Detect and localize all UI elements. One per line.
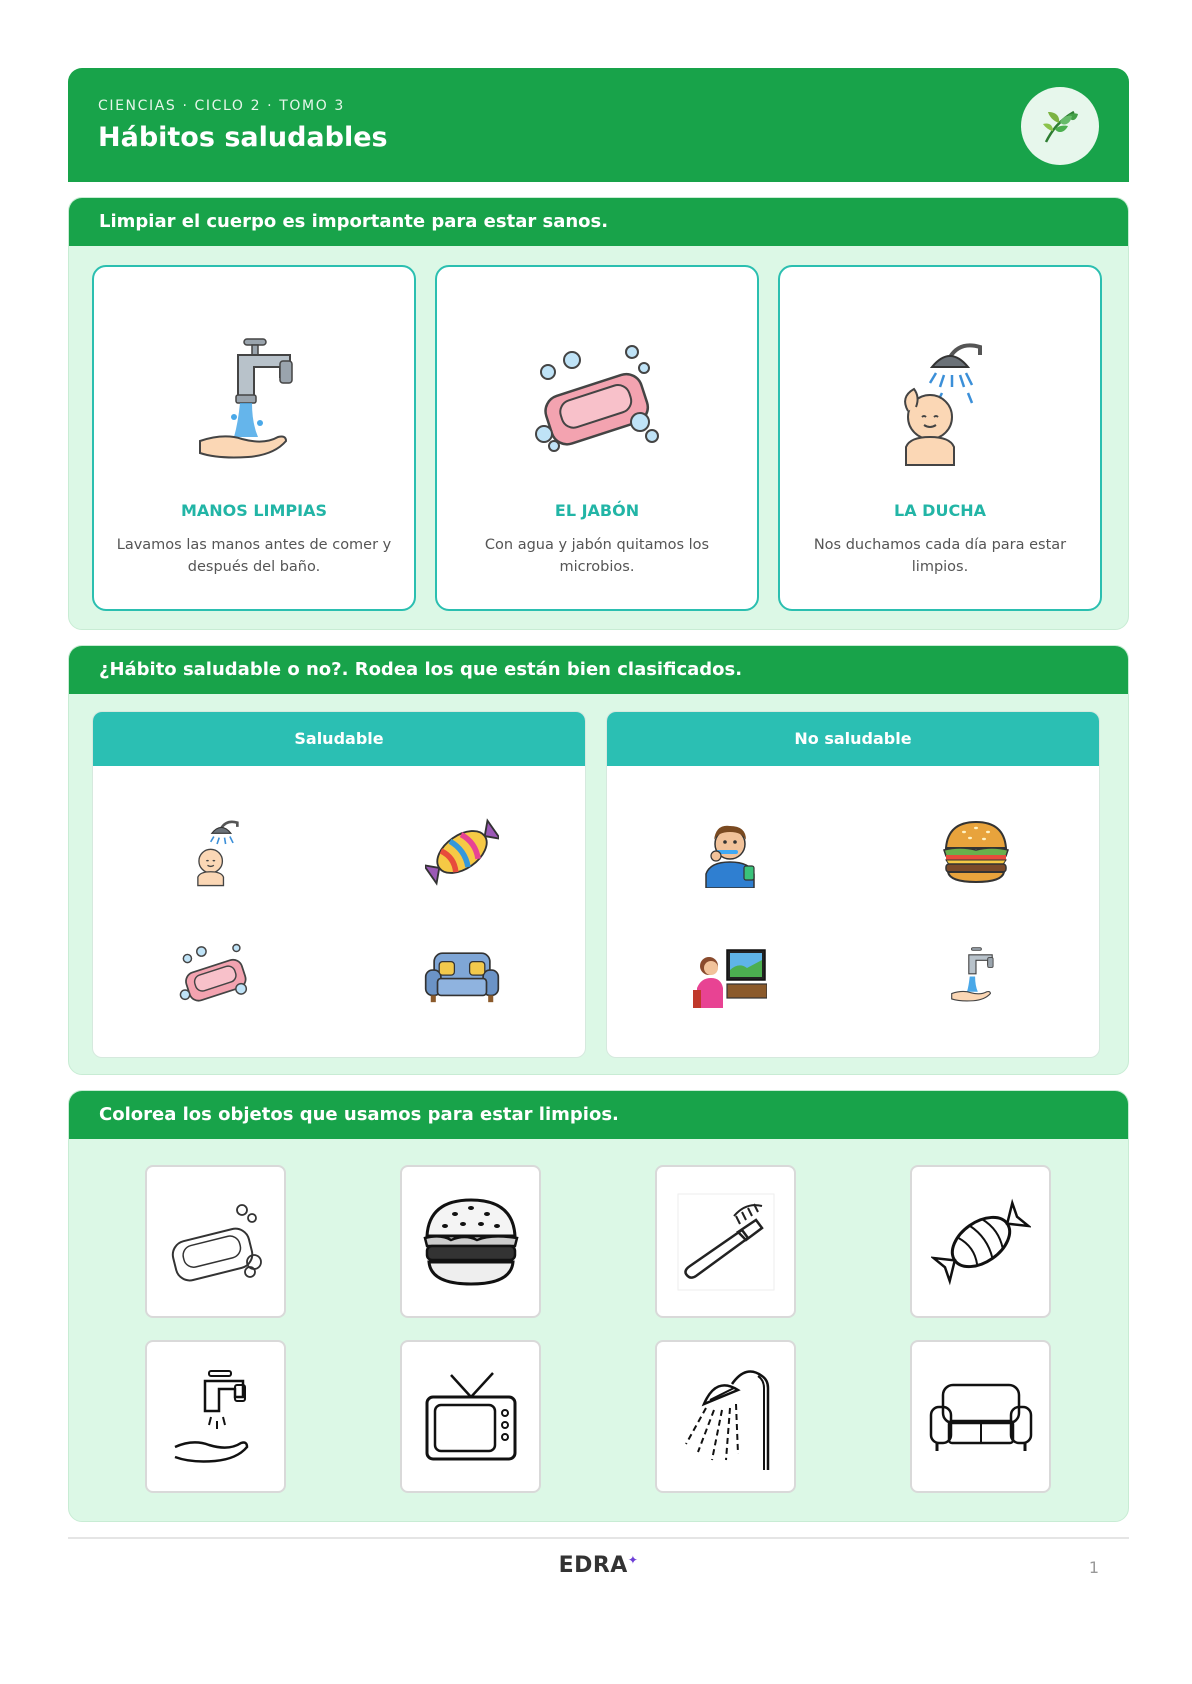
brand-name: EDRA — [558, 1553, 628, 1578]
card-description: Con agua y jabón quitamos los microbios. — [484, 537, 710, 575]
faucet-hand-icon — [94, 317, 414, 487]
toothbrushing-child-icon[interactable] — [607, 790, 853, 914]
shower-outline-icon[interactable] — [655, 1340, 796, 1493]
card-clean-hands — [92, 265, 416, 611]
column-healthy — [92, 711, 586, 1058]
publisher-logo — [68, 1553, 1129, 1578]
hamburger-outline-icon[interactable] — [400, 1165, 541, 1318]
hamburger-icon[interactable] — [853, 790, 1099, 914]
column-header: Saludable — [93, 712, 585, 766]
faucet-outline-icon[interactable] — [145, 1340, 286, 1493]
sofa-icon[interactable] — [339, 914, 585, 1038]
section-color-objects — [68, 1090, 1129, 1522]
worksheet-page — [68, 68, 1129, 1522]
card-title: MANOS LIMPIAS — [180, 501, 328, 520]
shower-child-icon — [780, 317, 1100, 487]
page-footer — [68, 1537, 1129, 1597]
card-description: Nos duchamos cada día para estar limpios. — [813, 537, 1067, 575]
section-heading: Colorea los objetos que usamos para estar limpios. — [69, 1091, 1128, 1139]
card-soap — [435, 265, 759, 611]
soap-icon[interactable] — [93, 914, 339, 1038]
section-heading: Limpiar el cuerpo es importante para estar sanos. — [69, 198, 1128, 246]
shower-child-icon[interactable] — [93, 790, 339, 914]
child-tv-icon[interactable] — [607, 914, 853, 1038]
section-cleanliness — [68, 197, 1129, 630]
soap-icon — [437, 317, 757, 487]
faucet-hand-icon[interactable] — [853, 914, 1099, 1038]
section-classify-habits — [68, 645, 1129, 1075]
card-shower — [778, 265, 1102, 611]
page-title: Hábitos saludables — [98, 122, 388, 153]
sofa-outline-icon[interactable] — [910, 1340, 1051, 1493]
soap-outline-icon[interactable] — [145, 1165, 286, 1318]
card-title: EL JABÓN — [554, 501, 640, 520]
tv-outline-icon[interactable] — [400, 1340, 541, 1493]
subject-kicker: CIENCIAS · CICLO 2 · TOMO 3 — [98, 98, 345, 114]
card-description: Lavamos las manos antes de comer y después del baño. — [116, 537, 392, 575]
page-number: 1 — [1088, 1558, 1099, 1577]
column-header: No saludable — [607, 712, 1099, 766]
toothbrush-outline-icon[interactable] — [655, 1165, 796, 1318]
sparkle-icon: ✦ — [627, 1553, 639, 1567]
section-heading: ¿Hábito saludable o no?. Rodea los que están bien clasificados. — [69, 646, 1128, 694]
leaf-icon — [1021, 87, 1099, 165]
card-title: LA DUCHA — [894, 501, 986, 520]
candy-icon[interactable] — [339, 790, 585, 914]
page-header — [68, 68, 1129, 182]
column-unhealthy — [606, 711, 1100, 1058]
candy-outline-icon[interactable] — [910, 1165, 1051, 1318]
